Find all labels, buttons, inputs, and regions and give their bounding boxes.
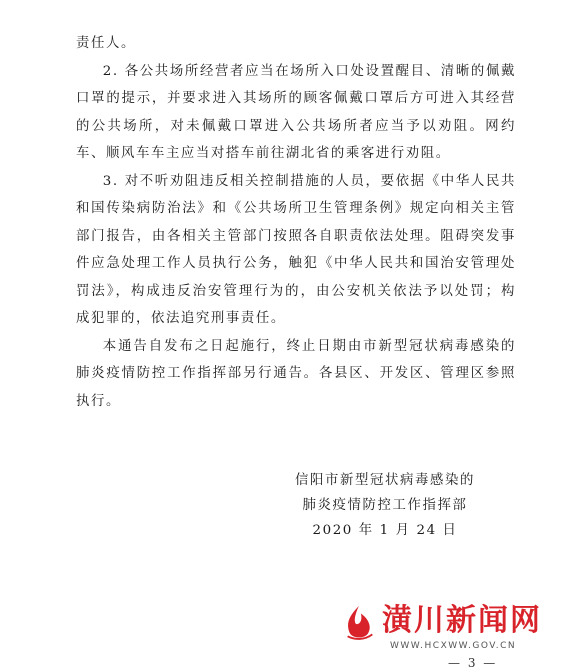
paragraph-0: 责任人。 [76, 36, 136, 51]
site-watermark [340, 600, 565, 658]
issuer-line-2: 肺炎疫情防控工作指挥部 [302, 498, 468, 513]
page-number: — 3 — [448, 656, 498, 670]
issue-date: 2020 年 1 月 24 日 [312, 523, 458, 538]
watermark-url: WWW.HCXWW.GOV.CN [390, 641, 517, 651]
issuer-line-1: 信阳市新型冠状病毒感染的 [295, 473, 475, 488]
signature-block [270, 468, 500, 543]
paragraph-effective-date: 本通告自发布之日起施行，终止日期由市新型冠状病毒感染的肺炎疫情防控工作指挥部另行通告。各县区、开发区、管理区参照执行。 [76, 338, 516, 409]
notice-body [76, 30, 516, 415]
watermark-site-name: 潢川新闻网 [382, 603, 542, 638]
paragraph-item-3: 3. 对不听劝阻违反相关控制措施的人员，要依据《中华人民共和国传染病防治法》和《公共场所卫生管理条例》规定向相关主管部门报告，由各相关主管部门按照各自职责依法处理。阻碍突发事件应急处理工作人员执行公务，触犯《中华人民共和国治安管理处罚法》，构成违反治安管理行为的，由公安机关依法予以处罚；构成犯罪的，依法追究刑事责任。 [76, 173, 516, 326]
flame-logo-icon [340, 604, 378, 642]
paragraph-item-2: 2. 各公共场所经营者应当在场所入口处设置醒目、清晰的佩戴口罩的提示，并要求进入其场所的顾客佩戴口罩后方可进入其经营的公共场所，对未佩戴口罩进入公共场所者应当予以劝阻。网约车、顺风车车主应当对搭车前往湖北省的乘客进行劝阻。 [76, 63, 516, 161]
